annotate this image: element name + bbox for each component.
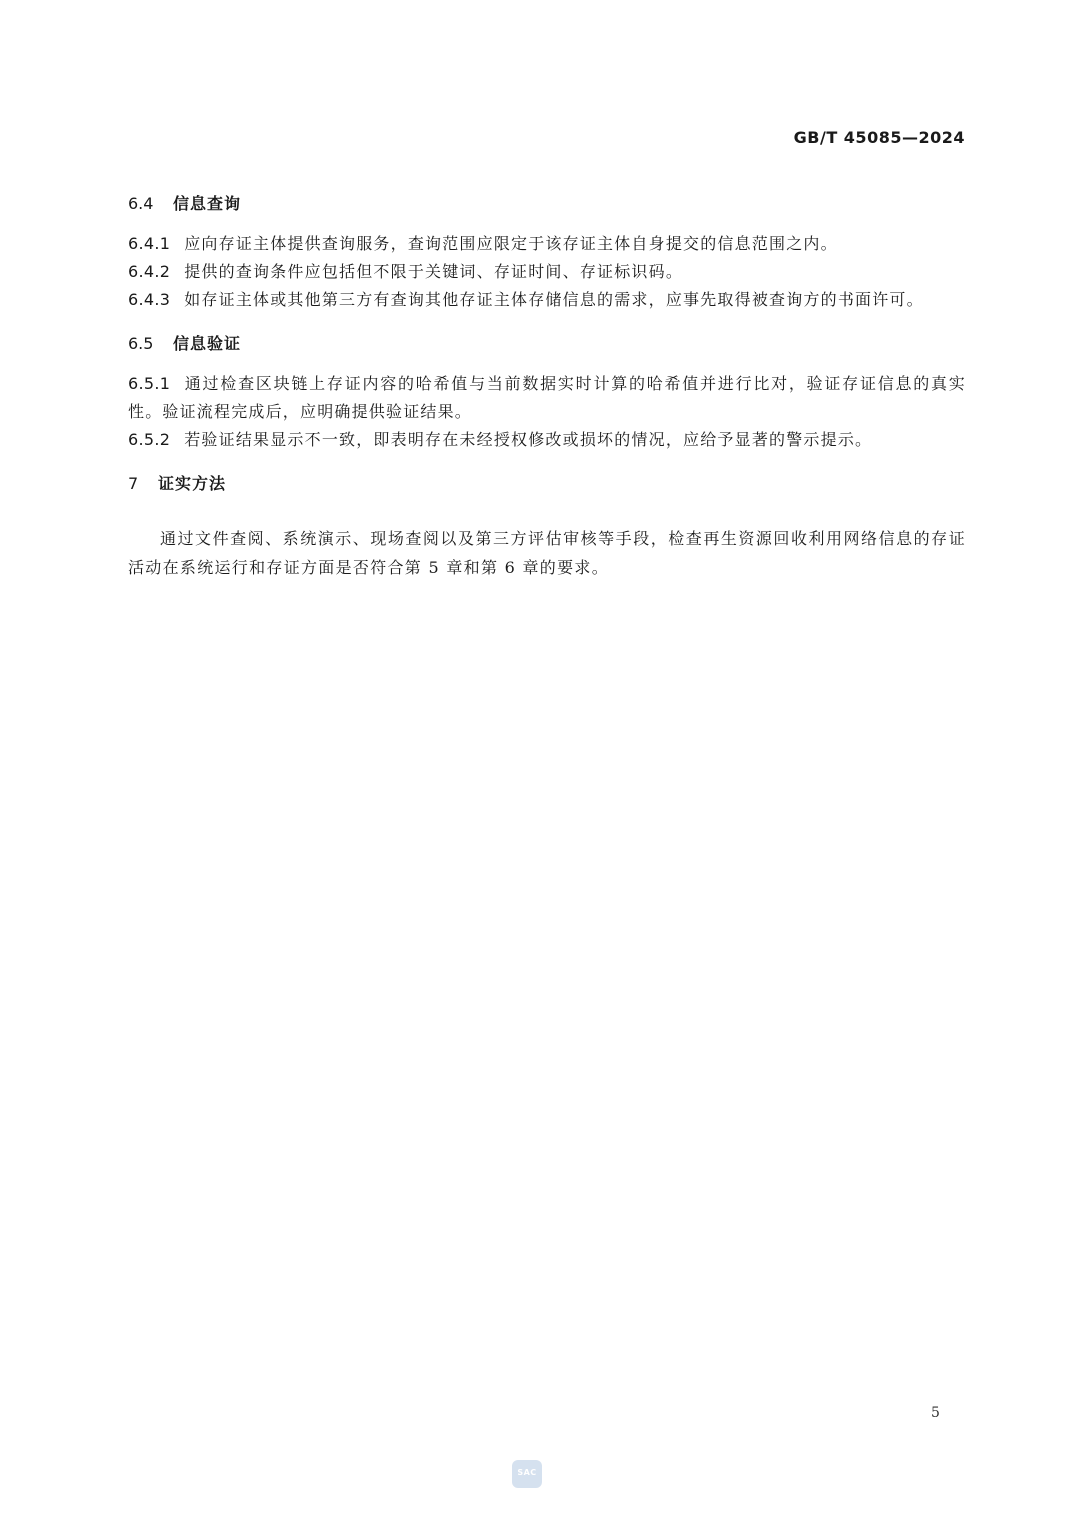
chapter-heading-7 bbox=[128, 470, 966, 498]
clause-number: 6.4.2 bbox=[128, 262, 171, 281]
section-6-5-clauses bbox=[128, 370, 966, 454]
logo-text: SAC bbox=[517, 1468, 537, 1477]
standard-number: GB/T 45085—2024 bbox=[793, 128, 965, 147]
chapter-7-paragraph: 通过文件查阅、系统演示、现场查阅以及第三方评估审核等手段，检查再生资源回收利用网络信息的存证活动在系统运行和存证方面是否符合第 5 章和第 6 章的要求。 bbox=[128, 529, 966, 577]
section-title: 信息查询 bbox=[173, 194, 242, 213]
clause-text: 应向存证主体提供查询服务，查询范围应限定于该存证主体自身提交的信息范围之内。 bbox=[184, 234, 838, 253]
sac-logo-icon bbox=[512, 1460, 542, 1488]
clause-text: 通过检查区块链上存证内容的哈希值与当前数据实时计算的哈希值并进行比对，验证存证信息的真实性。验证流程完成后，应明确提供验证结果。 bbox=[128, 374, 966, 421]
clause-text: 提供的查询条件应包括但不限于关键词、存证时间、存证标识码。 bbox=[184, 262, 684, 281]
chapter-title: 证实方法 bbox=[158, 474, 227, 493]
section-6-4-clauses bbox=[128, 230, 966, 314]
clause-6-5-1 bbox=[128, 370, 966, 426]
section-heading-6-5 bbox=[128, 330, 966, 358]
page-content bbox=[128, 190, 966, 582]
clause-text: 如存证主体或其他第三方有查询其他存证主体存储信息的需求，应事先取得被查询方的书面许可。 bbox=[184, 290, 924, 309]
clause-number: 6.4.1 bbox=[128, 234, 171, 253]
section-number: 6.5 bbox=[128, 334, 154, 353]
clause-number: 6.4.3 bbox=[128, 290, 171, 309]
clause-number: 6.5.1 bbox=[128, 374, 171, 393]
section-number: 6.4 bbox=[128, 194, 154, 213]
section-title: 信息验证 bbox=[173, 334, 242, 353]
clause-6-4-3 bbox=[128, 286, 966, 314]
page-number: 5 bbox=[931, 1405, 940, 1421]
clause-number: 6.5.2 bbox=[128, 430, 171, 449]
clause-6-4-2 bbox=[128, 258, 966, 286]
clause-6-4-1 bbox=[128, 230, 966, 258]
clause-text: 若验证结果显示不一致，即表明存在未经授权修改或损坏的情况，应给予显著的警示提示。 bbox=[184, 430, 873, 449]
clause-6-5-2 bbox=[128, 426, 966, 454]
section-heading-6-4 bbox=[128, 190, 966, 218]
chapter-number: 7 bbox=[128, 474, 139, 493]
